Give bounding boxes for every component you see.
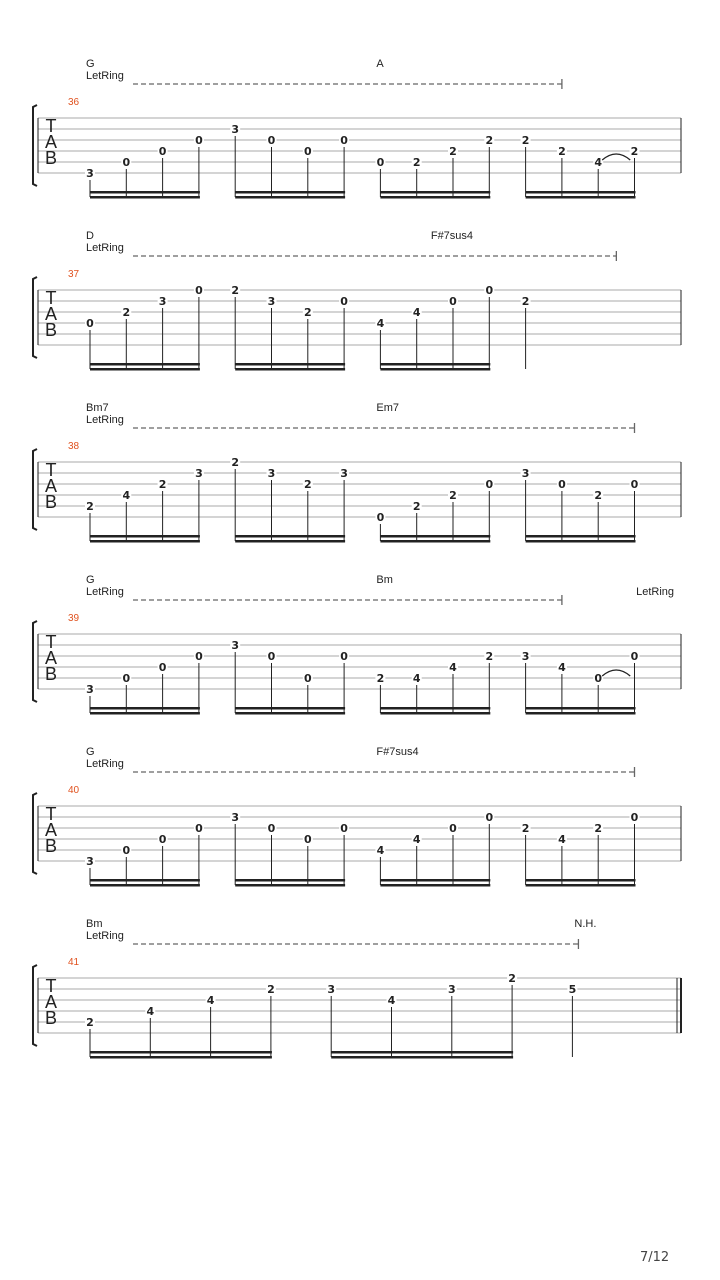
fret-number: 4: [594, 156, 603, 169]
fret-number: 0: [630, 478, 639, 491]
beam: [331, 1051, 513, 1054]
beam: [90, 884, 200, 887]
fret-number: 2: [521, 134, 530, 147]
fret-number: 0: [122, 672, 131, 685]
fret-number: 2: [508, 972, 516, 985]
beam: [235, 196, 345, 199]
beam: [380, 363, 490, 366]
fret-number: 0: [449, 295, 457, 308]
system-bracket: [33, 449, 37, 530]
chord-name: Bm: [376, 574, 393, 586]
beam: [380, 368, 490, 371]
beam: [235, 535, 345, 538]
fret-number: 0: [376, 156, 385, 169]
fret-number: 2: [231, 456, 240, 469]
tab-clef-letter: A: [44, 992, 58, 1012]
fret-number: 2: [303, 306, 312, 319]
fret-number: 4: [412, 833, 421, 846]
fret-number: 0: [195, 650, 203, 663]
beam: [90, 535, 200, 538]
tab-clef-letter: B: [44, 836, 58, 856]
chord-name: F#7sus4: [376, 746, 419, 758]
fret-number: 3: [86, 683, 94, 696]
fret-number: 0: [449, 822, 457, 835]
tab-clef-letter: A: [44, 304, 58, 324]
fret-number: 0: [340, 134, 348, 147]
system-bracket: [33, 277, 37, 358]
fret-number: 5: [568, 983, 577, 996]
fret-number: 4: [449, 661, 457, 674]
fret-number: 2: [231, 284, 240, 297]
tie-arc: [602, 670, 630, 676]
measure-number: 36: [68, 97, 80, 108]
system-bracket: [33, 105, 37, 186]
fret-number: 4: [206, 994, 215, 1007]
beam: [380, 191, 490, 194]
fret-number: 0: [86, 317, 94, 330]
fret-number: 0: [158, 661, 167, 674]
fret-number: 3: [231, 811, 240, 824]
fret-number: 2: [594, 489, 603, 502]
fret-number: 4: [387, 994, 396, 1007]
measure-number: 38: [68, 441, 80, 452]
fret-number: 3: [447, 983, 456, 996]
chord-name: G: [86, 58, 95, 70]
beam: [90, 196, 200, 199]
tab-clef-letter: A: [44, 648, 58, 668]
fret-number: 0: [303, 145, 312, 158]
fret-number: 0: [558, 478, 566, 491]
fret-number: 0: [303, 833, 312, 846]
fret-number: 0: [340, 650, 348, 663]
beam: [235, 540, 345, 543]
fret-number: 2: [412, 500, 421, 513]
beam: [90, 363, 200, 366]
fret-number: 3: [267, 295, 276, 308]
fret-number: 0: [630, 811, 639, 824]
beam: [526, 884, 636, 887]
fret-number: 0: [594, 672, 603, 685]
fret-number: 3: [158, 295, 167, 308]
tab-clef-letter: T: [45, 632, 57, 652]
beam: [380, 712, 490, 715]
fret-number: 2: [485, 650, 494, 663]
tab-clef-letter: B: [44, 664, 58, 684]
fret-number: 3: [521, 650, 530, 663]
fret-number: 0: [267, 134, 276, 147]
let-ring-label: LetRing: [636, 586, 674, 598]
fret-number: 4: [146, 1005, 155, 1018]
fret-number: 2: [376, 672, 385, 685]
beam: [90, 1051, 272, 1054]
fret-number: 2: [412, 156, 421, 169]
fret-number: 2: [521, 295, 530, 308]
tab-clef-letter: T: [45, 976, 57, 996]
fret-number: 2: [449, 145, 457, 158]
fret-number: 0: [340, 822, 348, 835]
natural-harmonic-label: N.H.: [574, 918, 597, 930]
beam: [235, 879, 345, 882]
chord-name: A: [376, 58, 384, 70]
let-ring-label: LetRing: [86, 414, 124, 426]
beam: [235, 363, 345, 366]
fret-number: 2: [122, 306, 131, 319]
beam: [526, 707, 636, 710]
fret-number: 2: [86, 1016, 94, 1029]
fret-number: 0: [267, 650, 276, 663]
beam: [526, 712, 636, 715]
fret-number: 2: [521, 822, 530, 835]
fret-number: 2: [303, 478, 312, 491]
beam: [380, 540, 490, 543]
fret-number: 2: [630, 145, 639, 158]
beam: [380, 196, 490, 199]
beam: [90, 879, 200, 882]
chord-name: Em7: [376, 402, 400, 414]
beam: [526, 196, 636, 199]
fret-number: 4: [376, 317, 385, 330]
fret-number: 4: [376, 844, 385, 857]
beam: [380, 707, 490, 710]
tab-clef-letter: T: [45, 460, 57, 480]
beam: [90, 712, 200, 715]
beam: [380, 884, 490, 887]
beam: [90, 368, 200, 371]
let-ring-label: LetRing: [86, 70, 124, 82]
fret-number: 0: [267, 822, 276, 835]
let-ring-label: LetRing: [86, 242, 124, 254]
beam: [235, 712, 345, 715]
let-ring-label: LetRing: [86, 586, 124, 598]
fret-number: 0: [485, 478, 494, 491]
beam: [90, 707, 200, 710]
fret-number: 3: [327, 983, 336, 996]
fret-number: 4: [412, 306, 421, 319]
fret-number: 0: [303, 672, 312, 685]
beam: [380, 879, 490, 882]
fret-number: 3: [231, 639, 240, 652]
fret-number: 2: [158, 478, 167, 491]
tab-clef-letter: T: [45, 288, 57, 308]
beam: [526, 191, 636, 194]
tab-clef-letter: A: [44, 476, 58, 496]
beam: [526, 540, 636, 543]
fret-number: 3: [86, 855, 94, 868]
beam: [380, 535, 490, 538]
system-bracket: [33, 793, 37, 874]
chord-name: G: [86, 746, 95, 758]
fret-number: 0: [158, 145, 167, 158]
fret-number: 0: [122, 156, 131, 169]
system-bracket: [33, 621, 37, 702]
fret-number: 0: [195, 822, 203, 835]
beam: [90, 191, 200, 194]
fret-number: 2: [449, 489, 457, 502]
beam: [90, 540, 200, 543]
beam: [235, 707, 345, 710]
tab-clef-letter: B: [44, 320, 58, 340]
fret-number: 0: [122, 844, 131, 857]
fret-number: 4: [558, 661, 566, 674]
fret-number: 2: [485, 134, 494, 147]
measure-number: 39: [68, 613, 80, 624]
tab-clef-letter: T: [45, 116, 57, 136]
fret-number: 2: [594, 822, 603, 835]
fret-number: 3: [231, 123, 240, 136]
fret-number: 0: [376, 511, 385, 524]
fret-number: 2: [558, 145, 566, 158]
fret-number: 3: [521, 467, 530, 480]
fret-number: 0: [195, 284, 203, 297]
beam: [235, 884, 345, 887]
tab-clef-letter: A: [44, 132, 58, 152]
tab-clef-letter: A: [44, 820, 58, 840]
fret-number: 0: [630, 650, 639, 663]
page-number: 7/12: [640, 1250, 670, 1265]
beam: [235, 368, 345, 371]
measure-number: 37: [68, 269, 80, 280]
fret-number: 0: [485, 284, 494, 297]
beam: [90, 1056, 272, 1059]
tab-clef-letter: T: [45, 804, 57, 824]
fret-number: 3: [86, 167, 94, 180]
tab-clef-letter: B: [44, 492, 58, 512]
tab-clef-letter: B: [44, 148, 58, 168]
fret-number: 0: [485, 811, 494, 824]
chord-name: G: [86, 574, 95, 586]
fret-number: 0: [158, 833, 167, 846]
tab-clef-letter: B: [44, 1008, 58, 1028]
fret-number: 4: [412, 672, 421, 685]
let-ring-label: LetRing: [86, 758, 124, 770]
let-ring-label: LetRing: [86, 930, 124, 942]
measure-number: 40: [68, 785, 80, 796]
beam: [235, 191, 345, 194]
fret-number: 3: [195, 467, 203, 480]
fret-number: 0: [195, 134, 203, 147]
beam: [526, 535, 636, 538]
fret-number: 4: [122, 489, 131, 502]
fret-number: 3: [340, 467, 348, 480]
chord-name: Bm: [86, 918, 103, 930]
beam: [526, 879, 636, 882]
tie-arc: [602, 154, 630, 160]
system-bracket: [33, 965, 37, 1046]
fret-number: 2: [86, 500, 94, 513]
fret-number: 0: [340, 295, 348, 308]
fret-number: 4: [558, 833, 566, 846]
chord-name: F#7sus4: [430, 230, 474, 242]
chord-name: Bm7: [86, 402, 109, 414]
fret-number: 3: [267, 467, 276, 480]
fret-number: 2: [267, 983, 275, 996]
measure-number: 41: [68, 957, 80, 968]
chord-name: D: [86, 230, 94, 242]
beam: [331, 1056, 513, 1059]
